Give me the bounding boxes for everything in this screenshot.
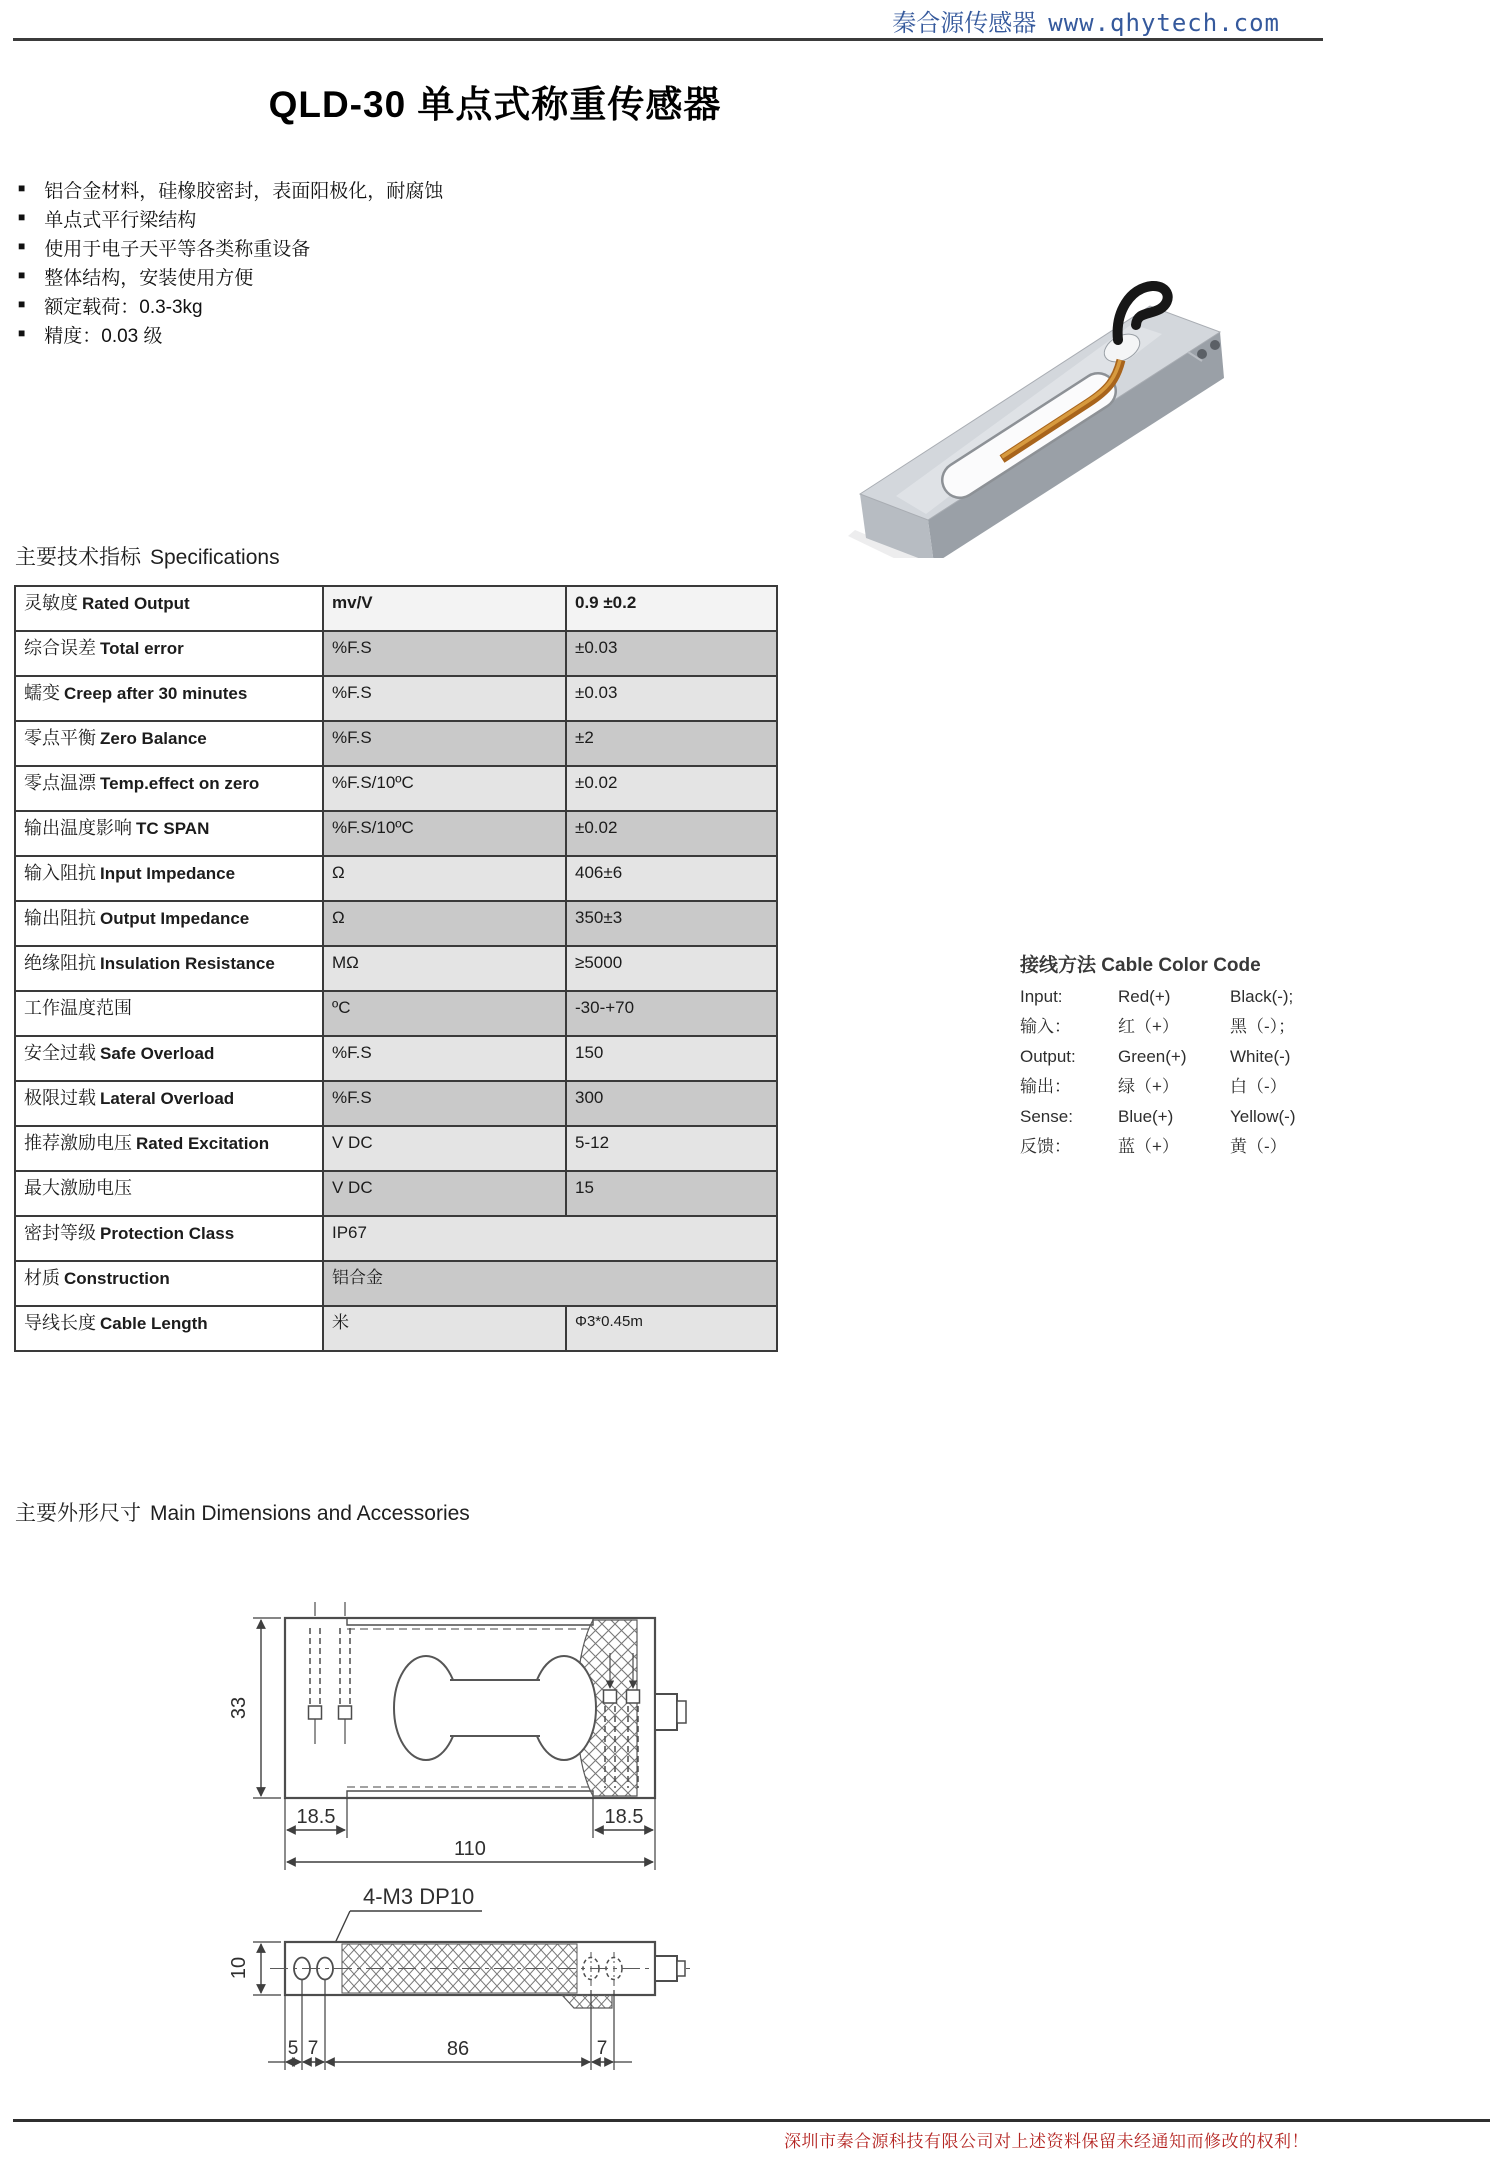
page-header — [13, 3, 1280, 38]
spec-row — [15, 1306, 777, 1351]
spec-value: 150 — [566, 1036, 777, 1081]
feature-item — [18, 292, 638, 321]
page-title — [0, 74, 990, 128]
side-height-dim: 10 — [228, 1956, 250, 1980]
bullet-square-icon: ■ — [18, 210, 26, 224]
spec-unit: MΩ — [323, 946, 566, 991]
spec-value: 5-12 — [566, 1126, 777, 1171]
cable-negative-wire: White(-) — [1230, 1047, 1291, 1066]
feature-list — [18, 176, 638, 350]
feature-item — [18, 321, 638, 350]
specs-heading-zh: 主要技术指标 — [15, 546, 141, 569]
spec-parameter: 零点温漂 Temp.effect on zero — [15, 766, 323, 811]
spec-parameter: 密封等级 Protection Class — [15, 1216, 323, 1261]
spec-parameter: 最大激励电压 — [15, 1171, 323, 1216]
spec-unit: ºC — [323, 991, 566, 1036]
spec-unit: 米 — [323, 1306, 566, 1351]
cable-signal-label: Output: — [1020, 1047, 1076, 1066]
spec-value: ±0.02 — [566, 766, 777, 811]
spec-row — [15, 721, 777, 766]
spec-unit: %F.S/10ºC — [323, 811, 566, 856]
spec-row — [15, 946, 777, 991]
spec-row — [15, 586, 777, 631]
spec-row — [15, 766, 777, 811]
product-name: 单点式称重传感器 — [417, 84, 722, 125]
spec-value: Φ3*0.45m — [566, 1306, 777, 1351]
spec-unit: %F.S — [323, 676, 566, 721]
cable-signal-label: Input: — [1020, 987, 1063, 1006]
bullet-square-icon: ■ — [18, 181, 26, 195]
cable-code-heading-en: Cable Color Code — [1101, 955, 1261, 976]
spec-parameter: 综合误差 Total error — [15, 631, 323, 676]
plan-left-dim: 18.5 — [296, 1806, 336, 1828]
spec-unit: 铝合金 — [323, 1261, 777, 1306]
spec-unit: %F.S — [323, 1036, 566, 1081]
spec-value: ±0.02 — [566, 811, 777, 856]
spec-parameter: 蠕变 Creep after 30 minutes — [15, 676, 323, 721]
cable-signal-label: 输出： — [1020, 1077, 1071, 1096]
spec-row — [15, 1036, 777, 1081]
header-divider — [13, 38, 1323, 41]
cable-negative-wire: Yellow(-) — [1230, 1107, 1296, 1126]
spec-unit: V DC — [323, 1126, 566, 1171]
feature-item — [18, 205, 638, 234]
feature-text: 使用于电子天平等各类称重设备 — [44, 239, 311, 260]
spec-row — [15, 1081, 777, 1126]
cable-positive-wire: Red(+) — [1118, 987, 1171, 1006]
feature-text: 精度：0.03 级 — [44, 326, 163, 347]
spec-unit: mv/V — [323, 586, 566, 631]
spec-parameter: 材质 Construction — [15, 1261, 323, 1306]
side-dim-2: 7 — [307, 2038, 319, 2059]
cable-code-heading-zh: 接线方法 — [1020, 955, 1097, 976]
bullet-square-icon: ■ — [18, 297, 26, 311]
cable-positive-wire: Blue(+) — [1118, 1107, 1174, 1126]
cable-code-row — [1020, 1102, 1340, 1132]
cable-positive-wire: Green(+) — [1118, 1047, 1187, 1066]
feature-text: 铝合金材料，硅橡胶密封，表面阳极化，耐腐蚀 — [44, 181, 444, 202]
feature-text: 整体结构，安装使用方便 — [44, 268, 254, 289]
cable-signal-label: 输入： — [1020, 1017, 1071, 1036]
spec-parameter: 输入阻抗 Input Impedance — [15, 856, 323, 901]
spec-value: ≥5000 — [566, 946, 777, 991]
side-dim-4: 7 — [596, 2038, 608, 2059]
spec-unit: V DC — [323, 1171, 566, 1216]
cable-code-heading — [1020, 950, 1340, 977]
spec-parameter: 输出温度影响 TC SPAN — [15, 811, 323, 856]
side-dim-1: 5 — [287, 2038, 299, 2059]
spec-unit: %F.S — [323, 1081, 566, 1126]
dimensions-heading-zh: 主要外形尺寸 — [15, 1502, 141, 1525]
spec-parameter: 零点平衡 Zero Balance — [15, 721, 323, 766]
spec-row — [15, 1216, 777, 1261]
cable-negative-wire: 白（-） — [1230, 1077, 1287, 1096]
plan-height-dim: 33 — [228, 1696, 250, 1720]
spec-value: 350±3 — [566, 901, 777, 946]
spec-row — [15, 901, 777, 946]
spec-unit: %F.S — [323, 631, 566, 676]
spec-unit: IP67 — [323, 1216, 777, 1261]
spec-row — [15, 856, 777, 901]
spec-value: ±0.03 — [566, 631, 777, 676]
cable-color-code — [1020, 950, 1340, 1162]
footer-notice: 深圳市秦合源科技有限公司对上述资料保留未经通知而修改的权利！ — [784, 2132, 1309, 2151]
specs-heading — [15, 541, 280, 571]
dimensions-heading — [15, 1497, 470, 1527]
product-model: QLD-30 — [268, 84, 407, 125]
spec-value: 15 — [566, 1171, 777, 1216]
spec-row — [15, 1126, 777, 1171]
cable-negative-wire: 黄（-） — [1230, 1137, 1287, 1156]
spec-value: ±0.03 — [566, 676, 777, 721]
footer-divider — [13, 2119, 1490, 2122]
plan-total-dim: 110 — [454, 1838, 486, 1860]
spec-parameter: 导线长度 Cable Length — [15, 1306, 323, 1351]
cable-positive-wire: 红（+） — [1118, 1017, 1179, 1036]
website-link[interactable]: www.qhytech.com — [1048, 9, 1280, 37]
cable-negative-wire: Black(-); — [1230, 987, 1294, 1006]
spec-row — [15, 631, 777, 676]
dimensions-heading-en: Main Dimensions and Accessories — [150, 1502, 470, 1525]
product-photo — [800, 228, 1280, 558]
spec-parameter: 灵敏度 Rated Output — [15, 586, 323, 631]
cable-negative-wire: 黑（-）； — [1230, 1017, 1296, 1036]
spec-row — [15, 676, 777, 721]
spec-value: 406±6 — [566, 856, 777, 901]
side-view-drawing — [200, 1878, 760, 2118]
spec-parameter: 安全过载 Safe Overload — [15, 1036, 323, 1081]
brand-name: 秦合源传感器 — [892, 10, 1037, 37]
cable-signal-label: Sense: — [1020, 1107, 1073, 1126]
feature-item — [18, 263, 638, 292]
cable-code-row — [1020, 1132, 1340, 1162]
feature-text: 额定载荷：0.3-3kg — [44, 297, 203, 318]
feature-item — [18, 176, 638, 205]
bullet-square-icon: ■ — [18, 326, 26, 340]
spec-parameter: 极限过载 Lateral Overload — [15, 1081, 323, 1126]
spec-unit: %F.S/10ºC — [323, 766, 566, 811]
spec-row — [15, 1261, 777, 1306]
spec-parameter: 工作温度范围 — [15, 991, 323, 1036]
cable-positive-wire: 绿（+） — [1118, 1077, 1179, 1096]
cable-code-row — [1020, 1012, 1340, 1042]
spec-row — [15, 811, 777, 856]
side-dim-3: 86 — [446, 2038, 470, 2060]
feature-item — [18, 234, 638, 263]
bullet-square-icon: ■ — [18, 268, 26, 282]
cable-positive-wire: 蓝（+） — [1118, 1137, 1179, 1156]
side-hole-note: 4-M3 DP10 — [363, 1884, 475, 1909]
cable-code-row — [1020, 982, 1340, 1012]
specs-heading-en: Specifications — [150, 546, 280, 569]
spec-row — [15, 991, 777, 1036]
plan-right-dim: 18.5 — [604, 1806, 644, 1828]
spec-unit: Ω — [323, 856, 566, 901]
cable-code-row — [1020, 1042, 1340, 1072]
cable-code-row — [1020, 1072, 1340, 1102]
spec-value: ±2 — [566, 721, 777, 766]
spec-value: 300 — [566, 1081, 777, 1126]
spec-row — [15, 1171, 777, 1216]
spec-value: -30-+70 — [566, 991, 777, 1036]
spec-value: 0.9 ±0.2 — [566, 586, 777, 631]
plan-view-drawing — [225, 1598, 725, 1898]
cable-signal-label: 反馈： — [1020, 1137, 1071, 1156]
feature-text: 单点式平行梁结构 — [44, 210, 197, 231]
bullet-square-icon: ■ — [18, 239, 26, 253]
spec-unit: Ω — [323, 901, 566, 946]
specs-table — [14, 585, 778, 1352]
spec-unit: %F.S — [323, 721, 566, 766]
spec-parameter: 推荐激励电压 Rated Excitation — [15, 1126, 323, 1171]
spec-parameter: 绝缘阻抗 Insulation Resistance — [15, 946, 323, 991]
spec-parameter: 输出阻抗 Output Impedance — [15, 901, 323, 946]
